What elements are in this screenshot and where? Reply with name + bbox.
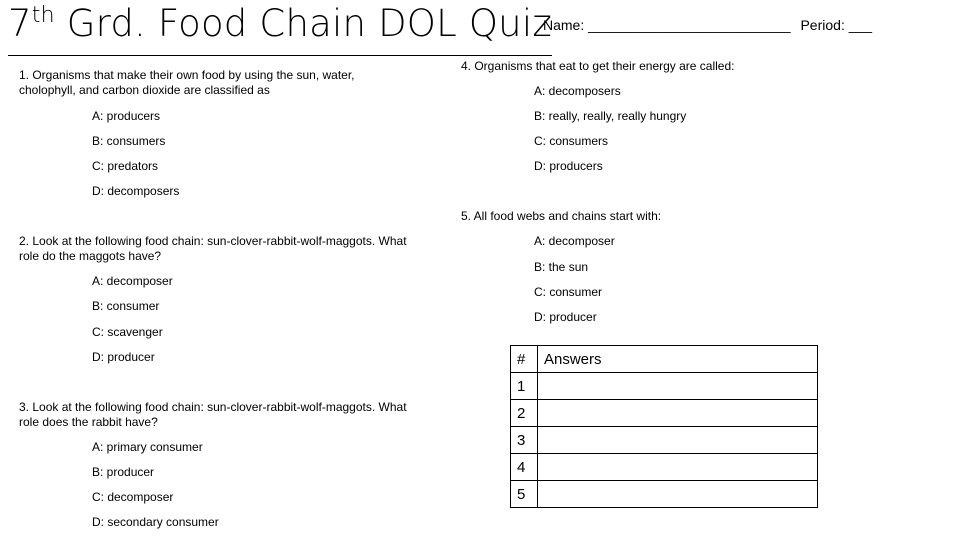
q5-option-a: A: decomposer [534,234,615,248]
answer-cell[interactable] [538,454,818,481]
question-5: 5. All food webs and chains start with: [461,209,662,223]
q4-option-a: A: decomposers [534,84,621,98]
answer-cell[interactable] [538,481,818,508]
q2-option-d: D: producer [92,350,155,364]
name-field[interactable]: Name: __________________________ [543,17,791,33]
answer-row [511,373,818,400]
answers-header-row [511,346,818,373]
answer-row [511,400,818,427]
answer-cell[interactable] [538,427,818,454]
answer-cell[interactable] [538,373,818,400]
answer-row [511,454,818,481]
q5-option-d: D: producer [534,310,597,324]
q2-option-c: C: scavenger [92,325,163,339]
answer-row [511,481,818,508]
q3-option-b: B: producer [92,465,155,479]
q3-option-d: D: secondary consumer [92,515,219,529]
q4-option-c: C: consumers [534,134,609,148]
question-4: 4. Organisms that eat to get their energy are called: [461,59,735,73]
period-field[interactable]: Period: ___ [800,17,873,33]
q5-option-b: B: the sun [534,260,589,274]
answers-table [510,345,818,508]
title-ordinal: th [31,3,55,28]
answer-number: 5 [511,481,538,508]
q3-option-a: A: primary consumer [92,440,203,454]
answer-row [511,427,818,454]
q2-option-b: B: consumer [92,299,160,313]
q5-option-c: C: consumer [534,285,603,299]
page-title [8,2,552,56]
q1-option-c: C: predators [92,159,159,173]
question-3: 3. Look at the following food chain: sun-clover-rabbit-wolf-maggots. What role does the rabbit have? [19,400,407,429]
q1-option-a: A: producers [92,109,161,123]
q1-option-b: B: consumers [92,134,166,148]
title-text: Grd. Food Chain DOL Quiz [54,2,552,45]
q2-option-a: A: decomposer [92,274,173,288]
answer-number: 1 [511,373,538,400]
answer-cell[interactable] [538,400,818,427]
q4-option-b: B: really, really, really hungry [534,109,687,123]
question-2: 2. Look at the following food chain: sun-clover-rabbit-wolf-maggots. What role do the maggots have? [19,234,407,263]
q1-option-d: D: decomposers [92,184,180,198]
title-grade: 7 [8,2,32,45]
question-1: 1. Organisms that make their own food by using the sun, water, cholophyll, and carbon dioxide are classified as [19,68,355,97]
header-answers: Answers [538,346,818,373]
answer-number: 2 [511,400,538,427]
q3-option-c: C: decomposer [92,490,174,504]
q4-option-d: D: producers [534,159,603,173]
header-number: # [511,346,538,373]
answer-number: 4 [511,454,538,481]
answer-number: 3 [511,427,538,454]
name-period-line [543,17,872,33]
